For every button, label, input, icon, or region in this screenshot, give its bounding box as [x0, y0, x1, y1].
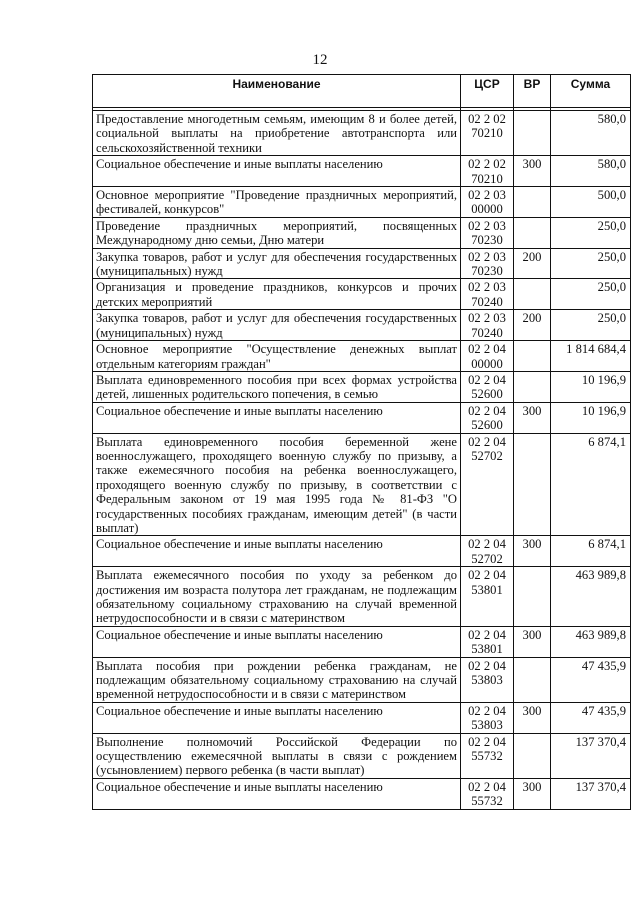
row-csr-cell: 02 2 03 70240	[461, 279, 514, 310]
row-sum-cell: 137 370,4	[551, 778, 631, 809]
row-sum-cell: 250,0	[551, 310, 631, 341]
row-vr-cell	[514, 567, 551, 627]
row-name-cell: Социальное обеспечение и иные выплаты населению	[93, 778, 461, 809]
table-row	[93, 371, 631, 402]
page-number: 12	[312, 52, 328, 68]
row-sum-cell: 47 435,9	[551, 702, 631, 733]
row-csr-cell: 02 2 04 55732	[461, 778, 514, 809]
row-name-cell: Выполнение полномочий Российской Федерации по осуществлению ежемесячной выплаты в связи с рождением (усыновлением) первого ребенка (в части выплат)	[93, 733, 461, 778]
row-name-cell: Проведение праздничных мероприятий, посвященных Международному дню семьи, Дню матери	[93, 217, 461, 248]
table-row	[93, 433, 631, 536]
row-vr-cell	[514, 111, 551, 156]
row-sum-cell: 463 989,8	[551, 567, 631, 627]
table-row	[93, 536, 631, 567]
row-name-cell: Социальное обеспечение и иные выплаты населению	[93, 156, 461, 187]
table-row	[93, 248, 631, 279]
table-row	[93, 111, 631, 156]
row-csr-cell: 02 2 03 70240	[461, 310, 514, 341]
row-name-cell: Социальное обеспечение и иные выплаты населению	[93, 402, 461, 433]
table-row	[93, 778, 631, 809]
table-row	[93, 702, 631, 733]
row-csr-cell: 02 2 03 00000	[461, 187, 514, 218]
row-sum-cell: 580,0	[551, 156, 631, 187]
table-row	[93, 733, 631, 778]
row-name-cell: Закупка товаров, работ и услуг для обеспечения государственных (муниципальных) нужд	[93, 248, 461, 279]
table-row	[93, 217, 631, 248]
table-row	[93, 310, 631, 341]
table-row	[93, 567, 631, 627]
row-csr-cell: 02 2 04 52702	[461, 433, 514, 536]
header-row	[93, 75, 631, 108]
row-sum-cell: 10 196,9	[551, 371, 631, 402]
row-csr-cell: 02 2 02 70210	[461, 156, 514, 187]
row-sum-cell: 47 435,9	[551, 657, 631, 702]
row-vr-cell	[514, 187, 551, 218]
row-sum-cell: 580,0	[551, 111, 631, 156]
row-name-cell: Социальное обеспечение и иные выплаты населению	[93, 626, 461, 657]
row-csr-cell: 02 2 02 70210	[461, 111, 514, 156]
row-csr-cell: 02 2 04 53803	[461, 657, 514, 702]
row-vr-cell	[514, 657, 551, 702]
row-name-cell: Предоставление многодетным семьям, имеющим 8 и более детей, социальной выплаты на приобретение автотранспорта или сельскохозяйственной техники	[93, 111, 461, 156]
row-vr-cell: 300	[514, 702, 551, 733]
row-csr-cell: 02 2 04 53801	[461, 626, 514, 657]
row-vr-cell: 200	[514, 310, 551, 341]
table-row	[93, 402, 631, 433]
row-sum-cell: 137 370,4	[551, 733, 631, 778]
row-name-cell: Выплата ежемесячного пособия по уходу за ребенком до достижения им возраста полутора лет гражданам, не подлежащим обязательному социальному страхованию на случай временной нетрудоспособности и в связи с материнством	[93, 567, 461, 627]
row-vr-cell: 300	[514, 626, 551, 657]
row-csr-cell: 02 2 04 00000	[461, 341, 514, 372]
row-vr-cell: 300	[514, 402, 551, 433]
row-name-cell: Основное мероприятие "Осуществление денежных выплат отдельным категориям граждан"	[93, 341, 461, 372]
row-vr-cell	[514, 433, 551, 536]
row-name-cell: Выплата единовременного пособия беременной жене военнослужащего, проходящего военную службу по призыву, а также ежемесячного пособия на ребенка военнослужащего, проходящего военную службу по призыву, в соответствии с Федеральным законом от 19 мая 1995 года № 81-ФЗ "О государственных пособиях гражданам, имеющим детей" (в части выплат)	[93, 433, 461, 536]
row-vr-cell: 300	[514, 156, 551, 187]
header-name: Наименование	[93, 75, 461, 108]
row-csr-cell: 02 2 04 53801	[461, 567, 514, 627]
table-row	[93, 187, 631, 218]
row-csr-cell: 02 2 04 52600	[461, 371, 514, 402]
table-row	[93, 156, 631, 187]
table-body	[93, 108, 631, 810]
table-row	[93, 341, 631, 372]
row-vr-cell	[514, 371, 551, 402]
row-name-cell: Закупка товаров, работ и услуг для обеспечения государственных (муниципальных) нужд	[93, 310, 461, 341]
row-sum-cell: 1 814 684,4	[551, 341, 631, 372]
row-csr-cell: 02 2 04 52600	[461, 402, 514, 433]
row-vr-cell: 200	[514, 248, 551, 279]
header-sum: Сумма	[551, 75, 631, 108]
row-name-cell: Социальное обеспечение и иные выплаты населению	[93, 536, 461, 567]
row-csr-cell: 02 2 04 55732	[461, 733, 514, 778]
row-sum-cell: 6 874,1	[551, 536, 631, 567]
row-csr-cell: 02 2 04 52702	[461, 536, 514, 567]
row-name-cell: Социальное обеспечение и иные выплаты населению	[93, 702, 461, 733]
row-vr-cell	[514, 217, 551, 248]
row-name-cell: Организация и проведение праздников, конкурсов и прочих детских мероприятий	[93, 279, 461, 310]
table-row	[93, 657, 631, 702]
row-sum-cell: 250,0	[551, 217, 631, 248]
row-name-cell: Основное мероприятие "Проведение праздничных мероприятий, фестивалей, конкурсов"	[93, 187, 461, 218]
row-vr-cell	[514, 279, 551, 310]
row-name-cell: Выплата пособия при рождении ребенка гражданам, не подлежащим обязательному социальному страхованию на случай временной нетрудоспособности и в связи с материнством	[93, 657, 461, 702]
row-sum-cell: 6 874,1	[551, 433, 631, 536]
row-csr-cell: 02 2 03 70230	[461, 248, 514, 279]
table-row	[93, 626, 631, 657]
row-sum-cell: 250,0	[551, 279, 631, 310]
row-sum-cell: 500,0	[551, 187, 631, 218]
row-csr-cell: 02 2 04 53803	[461, 702, 514, 733]
row-csr-cell: 02 2 03 70230	[461, 217, 514, 248]
budget-table	[92, 74, 631, 810]
row-sum-cell: 250,0	[551, 248, 631, 279]
row-vr-cell	[514, 341, 551, 372]
table-row	[93, 279, 631, 310]
row-name-cell: Выплата единовременного пособия при всех формах устройства детей, лишенных родительского попечения, в семью	[93, 371, 461, 402]
header-vr: ВР	[514, 75, 551, 108]
row-vr-cell: 300	[514, 778, 551, 809]
row-vr-cell: 300	[514, 536, 551, 567]
header-csr: ЦСР	[461, 75, 514, 108]
row-vr-cell	[514, 733, 551, 778]
row-sum-cell: 10 196,9	[551, 402, 631, 433]
row-sum-cell: 463 989,8	[551, 626, 631, 657]
